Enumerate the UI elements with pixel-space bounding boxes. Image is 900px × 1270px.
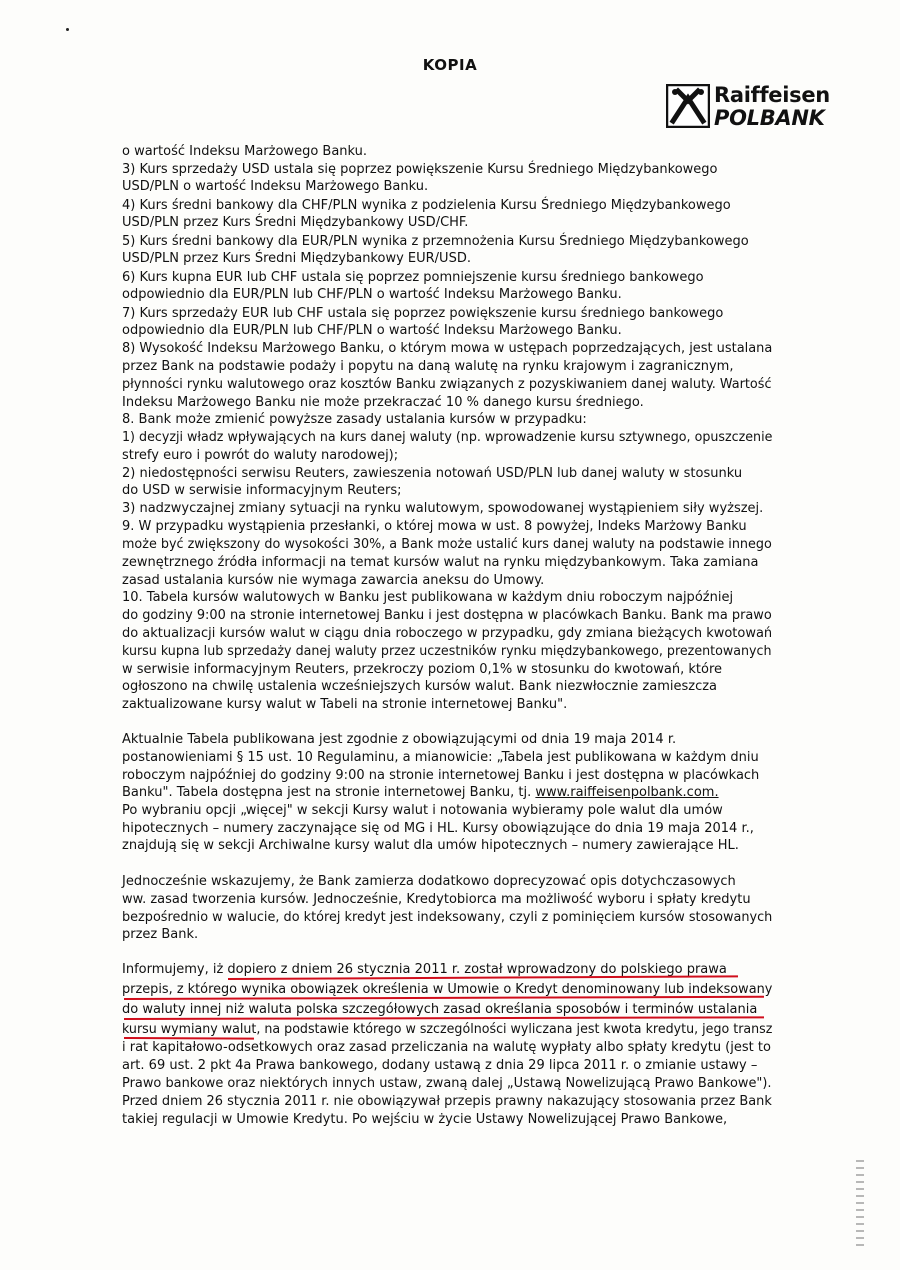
text-line: bezpośrednio w walucie, do której kredyt jest indeksowany, czyli z pominięciem kursów stosowanych [122, 910, 773, 925]
text-line: USD/PLN przez Kurs Średni Międzybankowy EUR/USD. [122, 251, 471, 266]
text-line: Przed dniem 26 stycznia 2011 r. nie obowiązywał przepis prawny nakazujący stosowania przez Bank [122, 1094, 772, 1109]
text-fragment: kursu wymiany walut, [122, 1022, 261, 1037]
text-line: Po wybraniu opcji „więcej" w sekcji Kursy walut i notowania wybieramy pole walut dla umów [122, 803, 723, 818]
text-line: do waluty innej niż waluta polska szczegółowych zasad określania sposobów i terminów ustalania [122, 1002, 758, 1017]
text-line: o wartość Indeksu Marżowego Banku. [122, 144, 368, 159]
text-line: kursu kupna lub sprzedaży danej waluty przez uczestników rynku międzybankowego, prezentowanych [122, 644, 772, 659]
text-line: i rat kapitałowo-odsetkowych oraz zasad przeliczania na walutę wypłaty albo spłaty kredytu (jest to [122, 1040, 771, 1055]
text-line: płynności rynku walutowego oraz kosztów Banku związanych z pozyskiwaniem danej waluty. Wartość [122, 377, 772, 392]
text-line: przez Bank na podstawie podaży i popytu na daną walutę na rynku krajowym i zagranicznym, [122, 359, 734, 374]
text-line: takiej regulacji w Umowie Kredytu. Po wejściu w życie Ustawy Nowelizującej Prawo Bankowe, [122, 1112, 728, 1127]
text-line: ogłoszono na chwilę ustalenia wcześniejszych kursów walut. Bank niezwłocznie zamieszcza [122, 679, 718, 694]
text-line [122, 1022, 772, 1038]
text-line: do USD w serwisie informacyjnym Reuters; [122, 483, 402, 498]
text-line: Aktualnie Tabela publikowana jest zgodnie z obowiązującymi od dnia 19 maja 2014 r. [122, 732, 677, 747]
text-line: 8. Bank może zmienić powyższe zasady ustalania kursów w przypadku: [122, 412, 587, 427]
text-line: strefy euro i powrót do waluty narodowej); [122, 448, 399, 463]
text-line: 5) Kurs średni bankowy dla EUR/PLN wynika z przemnożenia Kursu Średniego Międzybankowego [122, 234, 749, 249]
text-line: zewnętrznego źródła informacji na temat kursów walut na rynku międzybankowym. Taka zamiana [122, 555, 759, 570]
text-fragment: Banku". Tabela dostępna jest na stronie internetowej Banku, tj. [122, 785, 532, 800]
logo-wordmark-raiffeisen: Raiffeisen [714, 83, 830, 107]
text-line: ww. zasad tworzenia kursów. Jednocześnie, Kredytobiorca ma możliwość wyboru i spłaty kredytu [122, 892, 751, 907]
text-line: USD/PLN o wartość Indeksu Marżowego Banku. [122, 179, 429, 194]
text-line: odpowiednio dla EUR/PLN lub CHF/PLN o wartość Indeksu Marżowego Banku. [122, 287, 622, 302]
text-line: hipotecznych – numery zaczynające się od MG i HL. Kursy obowiązujące do dnia 19 maja 2014 r., [122, 821, 754, 836]
text-line: odpowiednio dla EUR/PLN lub CHF/PLN o wartość Indeksu Marżowego Banku. [122, 323, 622, 338]
text-line: roboczym najpóźniej do godziny 9:00 na stronie internetowej Banku i jest dostępna w placówkach [122, 768, 760, 783]
text-line: przez Bank. [122, 927, 199, 942]
logo-wordmark-polbank: POLBANK [714, 106, 825, 130]
text-line: 2) niedostępności serwisu Reuters, zawieszenia notowań USD/PLN lub danej waluty w stosunku [122, 466, 743, 481]
bank-website-link[interactable]: www.raiffeisenpolbank.com. [535, 785, 719, 800]
text-line: 1) decyzji władz wpływających na kurs danej waluty (np. wprowadzenie kursu sztywnego, opuszczenie [122, 430, 773, 445]
text-line: 3) Kurs sprzedaży USD ustala się poprzez powiększenie Kursu Średniego Międzybankowego [122, 162, 718, 177]
text-line: może być zwiększony do wysokości 30%, a Bank może ustalić kurs danej waluty na podstawie innego [122, 537, 772, 552]
text-line: USD/PLN przez Kurs Średni Międzybankowy USD/CHF. [122, 215, 469, 230]
text-line: art. 69 ust. 2 pkt 4a Prawa bankowego, dodany ustawą z dnia 29 lipca 2011 r. o zmianie ustawy – [122, 1058, 758, 1073]
text-line: Jednocześnie wskazujemy, że Bank zamierza dodatkowo doprecyzować opis dotychczasowych [122, 874, 736, 889]
text-line: do aktualizacji kursów walut w ciągu dnia roboczego w przypadku, gdy zmiana bieżących kwotowań [122, 626, 773, 641]
text-line: zasad ustalania kursów nie wymaga zawarcia aneksu do Umowy. [122, 573, 545, 588]
text-line: 8) Wysokość Indeksu Marżowego Banku, o którym mowa w ustępach poprzedzających, jest ustalana [122, 341, 773, 356]
text-line: 3) nadzwyczajnej zmiany sytuacji na rynku walutowym, spowodowanej wystąpieniem siły wyższej. [122, 501, 764, 516]
copy-stamp: KOPIA [422, 56, 478, 74]
text-line: 10. Tabela kursów walutowych w Banku jest publikowana w każdym dniu roboczym najpóźniej [122, 590, 734, 605]
text-line: 9. W przypadku wystąpienia przesłanki, o której mowa w ust. 8 powyżej, Indeks Marżowy Banku [122, 519, 747, 534]
raiffeisen-polbank-logo [666, 84, 836, 136]
raiffeisen-gable-cross-icon [666, 84, 710, 128]
text-line: 6) Kurs kupna EUR lub CHF ustala się poprzez pomniejszenie kursu średniego bankowego [122, 270, 704, 285]
text-fragment: na podstawie którego w szczególności wyliczana jest kwota kredytu, jego transz [264, 1022, 773, 1037]
text-line: zaktualizowane kursy walut w Tabeli na stronie internetowej Banku". [122, 697, 568, 712]
text-line: Prawo bankowe oraz niektórych innych ustaw, zwaną dalej „Ustawą Nowelizującą Prawo Bankowe"). [122, 1076, 772, 1091]
text-line: postanowieniami § 15 ust. 10 Regulaminu, a mianowicie: „Tabela jest publikowana w każdym dniu [122, 750, 759, 765]
scan-margin-mark [856, 1160, 864, 1246]
text-line [122, 785, 719, 801]
text-line: 4) Kurs średni bankowy dla CHF/PLN wynika z podzielenia Kursu Średniego Międzybankowego [122, 198, 731, 213]
text-line: Indeksu Marżowego Banku nie może przekraczać 10 % danego kursu średniego. [122, 395, 644, 410]
text-line: znajdują się w sekcji Archiwalne kursy walut dla umów hipotecznych – numery zawierające HL. [122, 838, 739, 853]
red-underline [124, 1016, 764, 1020]
text-line: 7) Kurs sprzedaży EUR lub CHF ustala się poprzez powiększenie kursu średniego bankowego [122, 306, 724, 321]
text-line: do godziny 9:00 na stronie internetowej Banku i jest dostępna w placówkach Banku. Bank ma prawo [122, 608, 772, 623]
text-line: przepis, z którego wynika obowiązek określenia w Umowie o Kredyt denominowany lub indeksowany [122, 982, 773, 997]
scan-speck [66, 28, 69, 31]
text-line: Informujemy, iż dopiero z dniem 26 stycznia 2011 r. został wprowadzony do polskiego prawa [122, 962, 727, 977]
text-line: w serwisie informacyjnym Reuters, przekroczy poziom 0,1% w stosunku do kwotowań, które [122, 662, 722, 677]
